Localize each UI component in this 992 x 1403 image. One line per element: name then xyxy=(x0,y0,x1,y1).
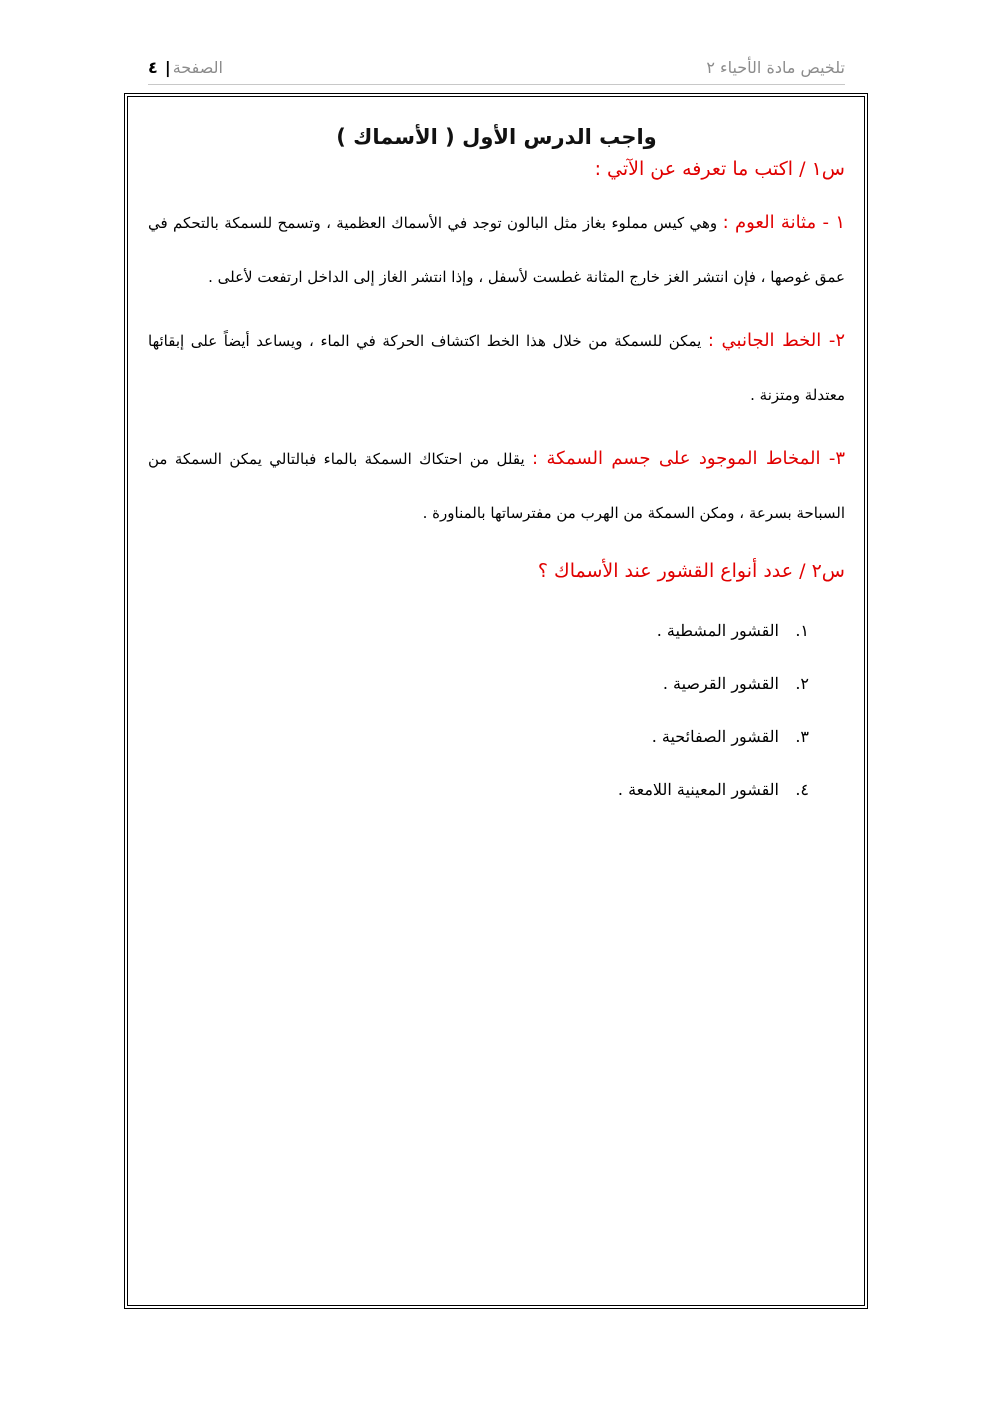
page-number: ٤ xyxy=(148,58,158,77)
page-label: الصفحة xyxy=(172,58,223,77)
list-item xyxy=(148,657,809,710)
list-item xyxy=(148,604,809,657)
question-1-heading: س١ / اكتب ما تعرفه عن الآتي : xyxy=(594,158,845,180)
list-item-text: القشور المشطية . xyxy=(656,621,779,640)
answer-lateral-line xyxy=(148,314,845,422)
document-content xyxy=(148,120,845,816)
page-separator: | xyxy=(164,58,171,77)
list-item-index: ١. xyxy=(795,621,809,640)
answer-swim-bladder xyxy=(148,196,845,304)
definition-swim-bladder: وهي كيس مملوء بغاز مثل البالون توجد في الأسماك العظمية ، وتسمح للسمكة بالتحكم في عمق غوصها ، فإن انتشر الغز خارج المثانة غطست لأسفل ، وإذا انتشر الغاز إلى الداخل ارتفعت لأعلى . xyxy=(148,214,845,286)
answer-mucus xyxy=(148,432,845,540)
list-item-index: ٤. xyxy=(795,780,809,799)
question-2-heading: س٢ / عدد أنواع القشور عند الأسماك ؟ xyxy=(537,560,845,582)
list-item-text: القشور القرصية . xyxy=(662,674,779,693)
list-item-text: القشور الصفائحية . xyxy=(651,727,779,746)
term-swim-bladder: ١ - مثانة العوم : xyxy=(722,212,845,233)
list-item xyxy=(148,710,809,763)
list-item-text: القشور المعينية اللامعة . xyxy=(617,780,779,799)
scale-types-list xyxy=(148,604,845,816)
list-item-index: ٢. xyxy=(795,674,809,693)
definition-mucus: يقلل من احتكاك السمكة بالماء فبالتالي يمكن السمكة من السباحة بسرعة ، ومكن السمكة من الهرب من مفترساتها بالمناورة . xyxy=(148,450,845,522)
list-item xyxy=(148,763,809,816)
header-title: تلخيص مادة الأحياء ٢ xyxy=(706,58,845,77)
definition-lateral-line: يمكن للسمكة من خلال هذا الخط اكتشاف الحركة في الماء ، ويساعد أيضاً على إبقائها معتدلة ومتزنة . xyxy=(148,332,845,404)
list-item-index: ٣. xyxy=(795,727,809,746)
lesson-title: واجب الدرس الأول ( الأسماك ) xyxy=(336,125,657,149)
term-mucus: ٣- المخاط الموجود على جسم السمكة : xyxy=(532,448,845,469)
term-lateral-line: ٢- الخط الجانبي : xyxy=(707,330,845,351)
page-indicator xyxy=(148,58,223,77)
page-header xyxy=(148,58,845,85)
